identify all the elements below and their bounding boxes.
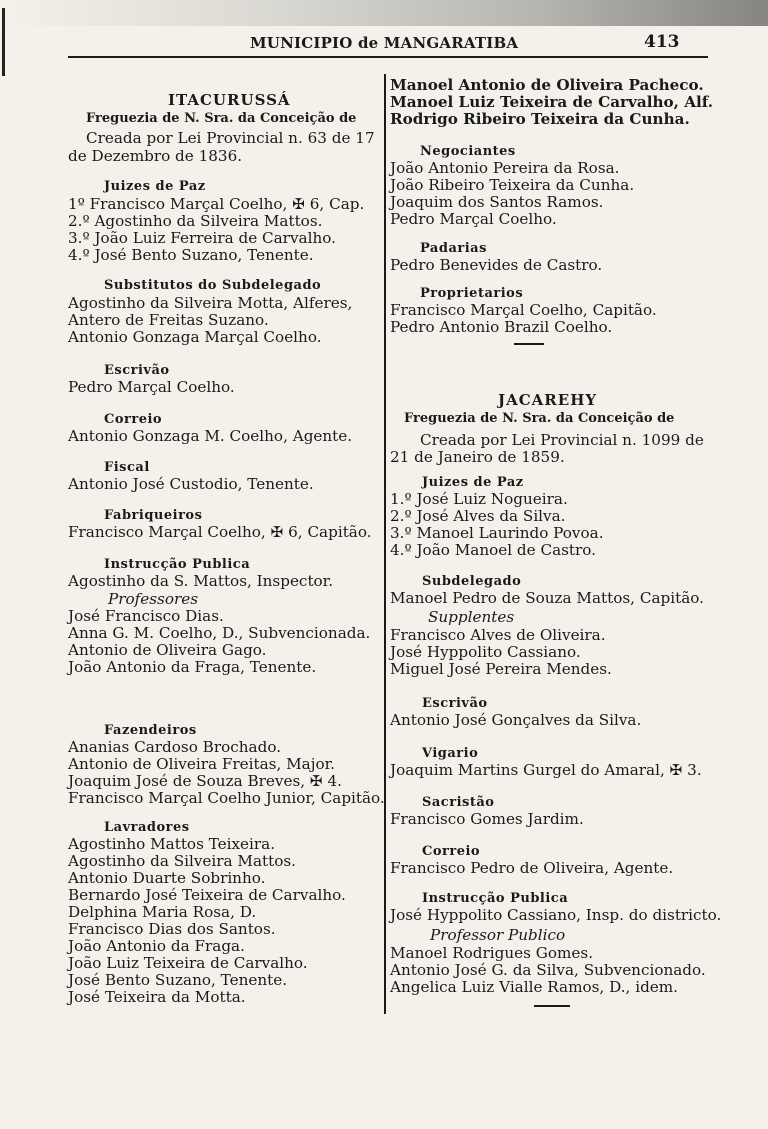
fiscal-name: Antonio José Custodio, Tenente. [68, 475, 314, 493]
cont-name-1: Manoel Antonio de Oliveira Pacheco. [390, 76, 704, 94]
juiz-j-2: 2.º José Alves da Silva. [390, 507, 566, 525]
instrucao-heading: Instrucção Publica [104, 557, 251, 572]
instrucao-inspector-jacarehy: José Hyppolito Cassiano, Insp. do districto. [390, 906, 722, 924]
fabriqueiro-name: Francisco Marçal Coelho, ✠ 6, Capitão. [68, 523, 372, 541]
column-divider [384, 74, 386, 1014]
supplente-1: Francisco Alves de Oliveira. [390, 626, 606, 644]
running-title: MUNICIPIO de MANGARATIBA [250, 34, 519, 52]
professores-heading: Professores [108, 590, 199, 608]
lavrador-8: João Luiz Teixeira de Carvalho. [68, 954, 308, 972]
lavrador-4: Bernardo José Teixeira de Carvalho. [68, 886, 346, 904]
fazendeiro-1: Ananias Cardoso Brochado. [68, 738, 282, 756]
freguezia-line-jacarehy: Freguezia de N. Sra. da Conceição de [404, 411, 675, 426]
juiz-2: 2.º Agostinho da Silveira Mattos. [68, 212, 323, 230]
lavrador-6: Francisco Dias dos Santos. [68, 920, 276, 938]
juiz-j-1: 1.º José Luiz Nogueira. [390, 490, 568, 508]
supplentes-heading: Supplentes [428, 608, 515, 626]
section-title-itacurussa: ITACURUSSÁ [168, 91, 291, 109]
creada-line-1: Creada por Lei Provincial n. 63 de 17 [86, 129, 375, 147]
juizes-heading-jacarehy: Juizes de Paz [422, 475, 524, 490]
professor-4: João Antonio da Fraga, Tenente. [68, 658, 317, 676]
instrucao-heading-jacarehy: Instrucção Publica [422, 891, 569, 906]
padarias-heading: Padarias [420, 241, 487, 256]
subdelegado-name: Manoel Pedro de Souza Mattos, Capitão. [390, 589, 704, 607]
vigario-heading: Vigario [422, 746, 479, 761]
lavradores-heading: Lavradores [104, 820, 190, 835]
proprietario-1: Francisco Marçal Coelho, Capitão. [390, 301, 657, 319]
juiz-j-4: 4.º João Manoel de Castro. [390, 541, 596, 559]
professor-j-1: Manoel Rodrigues Gomes. [390, 944, 594, 962]
negociante-1: João Antonio Pereira da Rosa. [390, 159, 620, 177]
escrivao-heading-jacarehy: Escrivão [422, 696, 488, 711]
padaria-name: Pedro Benevides de Castro. [390, 256, 603, 274]
professor-3: Antonio de Oliveira Gago. [68, 641, 267, 659]
escrivao-name-jacarehy: Antonio José Gonçalves da Silva. [390, 711, 642, 729]
sacristao-name: Francisco Gomes Jardim. [390, 810, 584, 828]
correio-name-jacarehy: Francisco Pedro de Oliveira, Agente. [390, 859, 674, 877]
fiscal-heading: Fiscal [104, 460, 150, 475]
escrivao-name: Pedro Marçal Coelho. [68, 378, 235, 396]
subdelegado-heading: Subdelegado [422, 574, 522, 589]
lavrador-3: Antonio Duarte Sobrinho. [68, 869, 266, 887]
juiz-1: 1º Francisco Marçal Coelho, ✠ 6, Cap. [68, 195, 365, 213]
section-title-jacarehy: JACAREHY [498, 391, 598, 409]
cont-name-2: Manoel Luiz Teixeira de Carvalho, Alf. [390, 93, 714, 111]
professor-publico-heading: Professor Publico [430, 926, 566, 944]
page-number: 413 [644, 32, 680, 52]
page-end-rule [534, 1005, 570, 1007]
proprietario-2: Pedro Antonio Brazil Coelho. [390, 318, 613, 336]
vigario-name: Joaquim Martins Gurgel do Amaral, ✠ 3. [390, 761, 702, 779]
section-end-rule [514, 343, 544, 345]
escrivao-heading: Escrivão [104, 363, 170, 378]
negociante-4: Pedro Marçal Coelho. [390, 210, 557, 228]
negociante-2: João Ribeiro Teixeira da Cunha. [390, 176, 635, 194]
correio-heading-jacarehy: Correio [422, 844, 481, 859]
substituto-1: Agostinho da Silveira Motta, Alferes, [68, 294, 353, 312]
professor-2: Anna G. M. Coelho, D., Subvencionada. [68, 624, 371, 642]
creada-line-2: de Dezembro de 1836. [68, 147, 243, 165]
fazendeiro-4: Francisco Marçal Coelho Junior, Capitão. [68, 789, 385, 807]
lavrador-10: José Teixeira da Motta. [68, 988, 246, 1006]
page-header [0, 32, 768, 58]
fazendeiro-2: Antonio de Oliveira Freitas, Major. [68, 755, 336, 773]
lavrador-7: João Antonio da Fraga. [68, 937, 245, 955]
professor-1: José Francisco Dias. [68, 607, 224, 625]
scan-edge-shadow [0, 0, 768, 26]
fazendeiro-3: Joaquim José de Souza Breves, ✠ 4. [68, 772, 342, 790]
proprietarios-heading: Proprietarios [420, 286, 524, 301]
juiz-4: 4.º José Bento Suzano, Tenente. [68, 246, 314, 264]
creada-line-2-jacarehy: 21 de Janeiro de 1859. [390, 448, 565, 466]
correio-name: Antonio Gonzaga M. Coelho, Agente. [68, 427, 353, 445]
fabriqueiros-heading: Fabriqueiros [104, 508, 203, 523]
juiz-3: 3.º João Luiz Ferreira de Carvalho. [68, 229, 336, 247]
juiz-j-3: 3.º Manoel Laurindo Povoa. [390, 524, 604, 542]
fazendeiros-heading: Fazendeiros [104, 723, 197, 738]
header-rule [68, 56, 708, 58]
creada-line-1-jacarehy: Creada por Lei Provincial n. 1099 de [420, 431, 704, 449]
freguezia-line: Freguezia de N. Sra. da Conceição de [86, 111, 357, 126]
correio-heading: Correio [104, 412, 163, 427]
sacristao-heading: Sacristão [422, 795, 495, 810]
cont-name-3: Rodrigo Ribeiro Teixeira da Cunha. [390, 110, 690, 128]
negociante-3: Joaquim dos Santos Ramos. [390, 193, 604, 211]
lavrador-5: Delphina Maria Rosa, D. [68, 903, 257, 921]
instrucao-inspector: Agostinho da S. Mattos, Inspector. [68, 572, 334, 590]
lavrador-9: José Bento Suzano, Tenente. [68, 971, 288, 989]
professor-j-3: Angelica Luiz Vialle Ramos, D., idem. [390, 978, 679, 996]
negociantes-heading: Negociantes [420, 144, 516, 159]
substitutos-heading: Substitutos do Subdelegado [104, 278, 322, 293]
juizes-heading: Juizes de Paz [104, 179, 206, 194]
lavrador-1: Agostinho Mattos Teixeira. [68, 835, 276, 853]
substituto-3: Antonio Gonzaga Marçal Coelho. [68, 328, 322, 346]
lavrador-2: Agostinho da Silveira Mattos. [68, 852, 296, 870]
professor-j-2: Antonio José G. da Silva, Subvencionado. [390, 961, 706, 979]
substituto-2: Antero de Freitas Suzano. [68, 311, 269, 329]
supplente-2: José Hyppolito Cassiano. [390, 643, 581, 661]
supplente-3: Miguel José Pereira Mendes. [390, 660, 612, 678]
